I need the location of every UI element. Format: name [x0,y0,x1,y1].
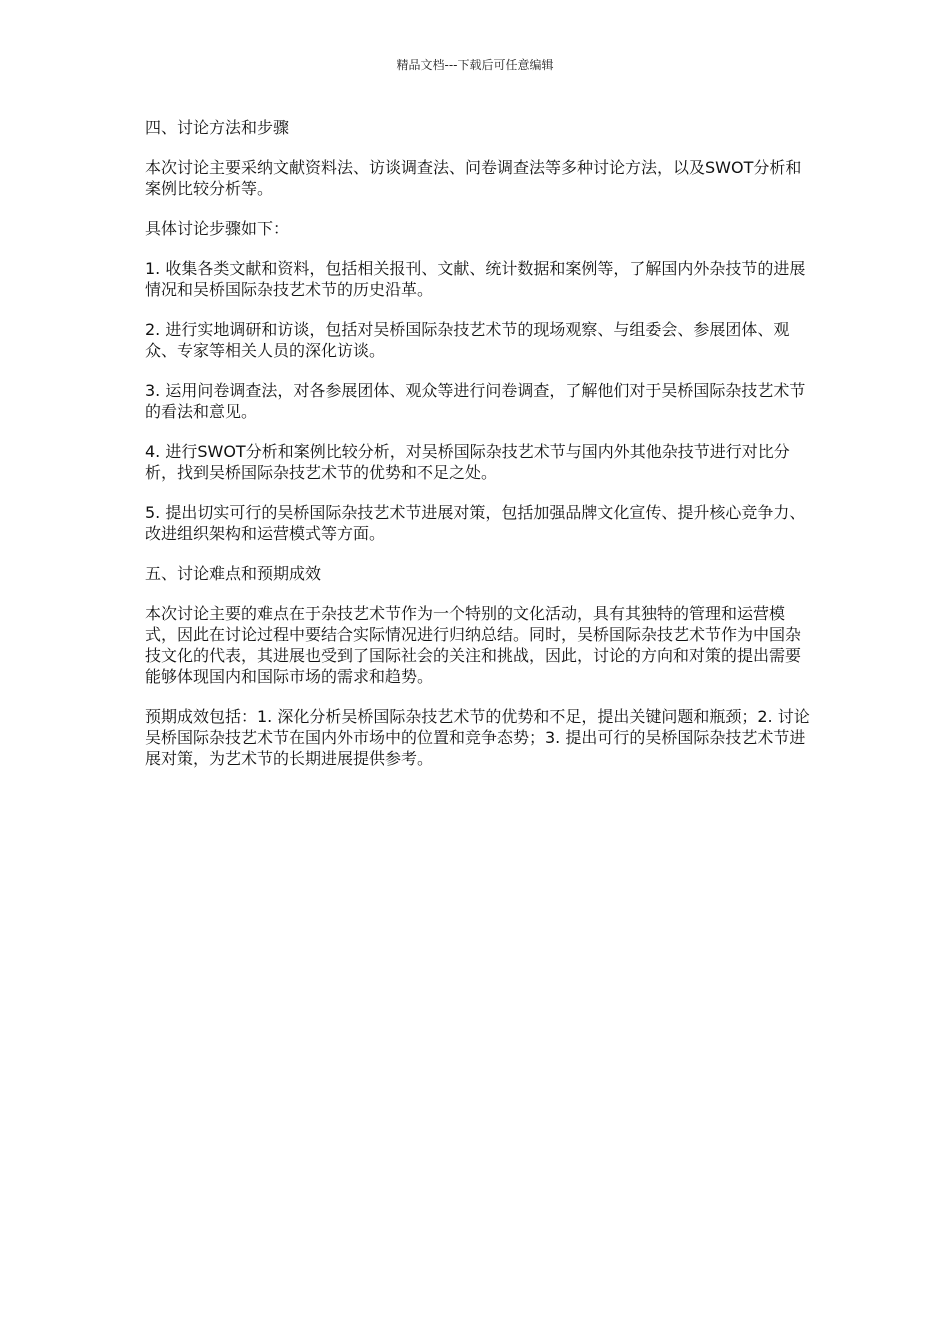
list-item-step-2: 2. 进行实地调研和访谈，包括对吴桥国际杂技艺术节的现场观察、与组委会、参展团体、观众、专家等相关人员的深化访谈。 [145,320,790,360]
paragraph-difficulties: 本次讨论主要的难点在于杂技艺术节作为一个特别的文化活动，具有其独特的管理和运营模式，因此在讨论过程中要结合实际情况进行归纳总结。同时，吴桥国际杂技艺术节作为中国杂技文化的代表，其进展也受到了国际社会的关注和挑战，因此，讨论的方向和对策的提出需要能够体现国内和国际市场的需求和趋势。 [145,604,802,686]
list-item-step-5: 5. 提出切实可行的吴桥国际杂技艺术节进展对策，包括加强品牌文化宣传、提升核心竞争力、改进组织架构和运营模式等方面。 [145,503,806,543]
list-item-step-3: 3. 运用问卷调查法，对各参展团体、观众等进行问卷调查，了解他们对于吴桥国际杂技艺术节的看法和意见。 [145,381,806,421]
list-item-step-1: 1. 收集各类文献和资料，包括相关报刊、文献、统计数据和案例等，了解国内外杂技节的进展情况和吴桥国际杂技艺术节的历史沿革。 [145,259,806,299]
section-heading-methods: 四、讨论方法和步骤 [145,118,290,137]
list-item-step-4: 4. 进行SWOT分析和案例比较分析，对吴桥国际杂技艺术节与国内外其他杂技节进行对比分析，找到吴桥国际杂技艺术节的优势和不足之处。 [145,442,790,482]
section-heading-difficulties: 五、讨论难点和预期成效 [145,564,322,583]
paragraph-methods-intro: 本次讨论主要采纳文献资料法、访谈调查法、问卷调查法等多种讨论方法，以及SWOT分析和案例比较分析等。 [145,158,802,198]
paragraph-expected-results: 预期成效包括：1. 深化分析吴桥国际杂技艺术节的优势和不足，提出关键问题和瓶颈；2. 讨论吴桥国际杂技艺术节在国内外市场中的位置和竞争态势；3. 提出可行的吴桥国际杂技艺术节进展对策，为艺术节的长期进展提供参考。 [145,707,810,768]
page-header: 精品文档---下载后可任意编辑 [396,58,554,72]
paragraph-steps-intro: 具体讨论步骤如下： [145,219,290,238]
document-body [145,117,811,788]
